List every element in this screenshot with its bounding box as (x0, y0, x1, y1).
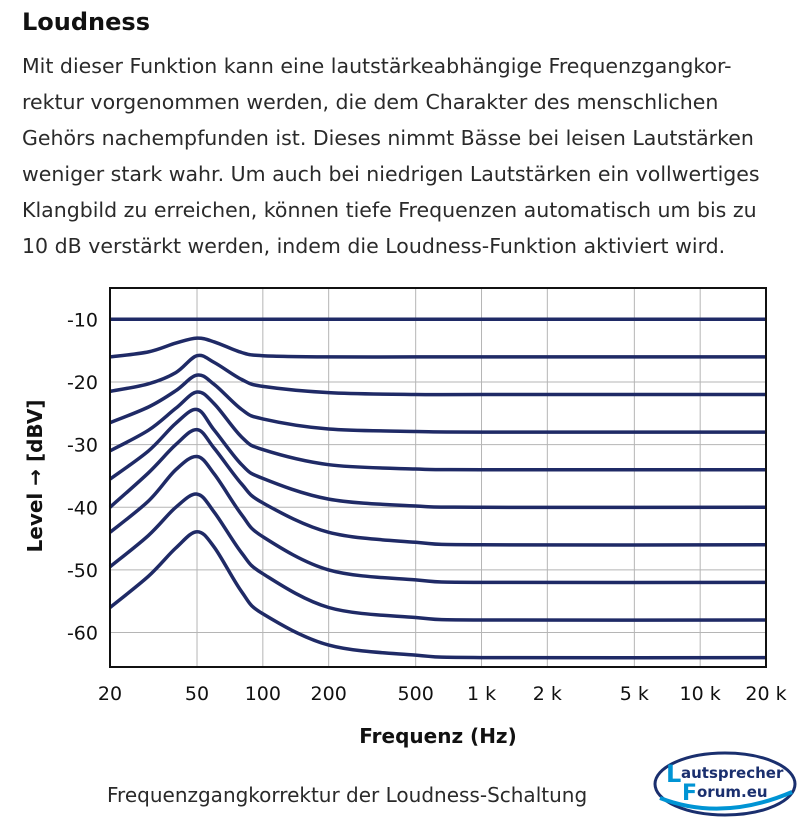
y-tick-label: -60 (66, 622, 98, 645)
y-tick-label: -10 (66, 309, 98, 332)
logo-text-line1: autsprecher (681, 764, 784, 782)
paragraph-line: Mit dieser Funktion kann eine lautstärkeabhängige Frequenzgangkor- (22, 54, 732, 78)
y-axis-title: Level → [dBV] (23, 399, 47, 553)
logo-text-line2: orum.eu (697, 783, 768, 801)
forum-logo[interactable] (652, 748, 798, 818)
chart-grid (110, 288, 766, 667)
y-tick-label: -30 (66, 434, 98, 457)
x-tick-label: 100 (244, 683, 281, 705)
paragraph-line: Gehörs nachempfunden ist. Dieses nimmt Bässe bei leisen Lautstärken (22, 126, 754, 150)
series-line (110, 338, 766, 357)
y-tick-label: -20 (66, 371, 98, 394)
series-line (110, 409, 766, 507)
chart-series-group (110, 319, 766, 657)
logo-initial-f: F (682, 781, 698, 806)
paragraph-line: Klangbild zu erreichen, können tiefe Frequenzen automatisch um bis zu (22, 198, 757, 222)
series-line (110, 430, 766, 545)
x-tick-label: 50 (184, 683, 210, 705)
y-tick-label: -50 (66, 559, 98, 582)
series-line (110, 456, 766, 582)
x-axis-title: Frequenz (Hz) (359, 724, 517, 748)
paragraph-line: 10 dB verstärkt werden, indem die Loudness-Funktion aktiviert wird. (22, 234, 726, 258)
x-tick-label: 5 k (619, 683, 649, 705)
plot-frame (110, 288, 766, 667)
series-line (110, 532, 766, 658)
x-tick-label: 10 k (679, 683, 721, 705)
x-tick-label: 2 k (532, 683, 562, 705)
x-tick-label: 500 (397, 683, 434, 705)
paragraph-line: weniger stark wahr. Um auch bei niedrigen Lautstärken ein vollwertiges (22, 162, 760, 186)
x-tick-label: 20 k (745, 683, 787, 705)
series-line (110, 494, 766, 620)
x-tick-label: 1 k (466, 683, 497, 705)
y-tick-label: -40 (66, 497, 98, 520)
page-heading: Loudness (22, 8, 150, 36)
series-line (110, 355, 766, 394)
x-tick-label: 20 (97, 683, 123, 705)
logo-initial-l: L (666, 760, 682, 788)
figure-caption: Frequenzgangkorrektur der Loudness-Schaltung (107, 783, 588, 807)
x-tick-label: 200 (310, 683, 347, 705)
paragraph-line: rektur vorgenommen werden, die dem Charakter des menschlichen (22, 90, 719, 114)
